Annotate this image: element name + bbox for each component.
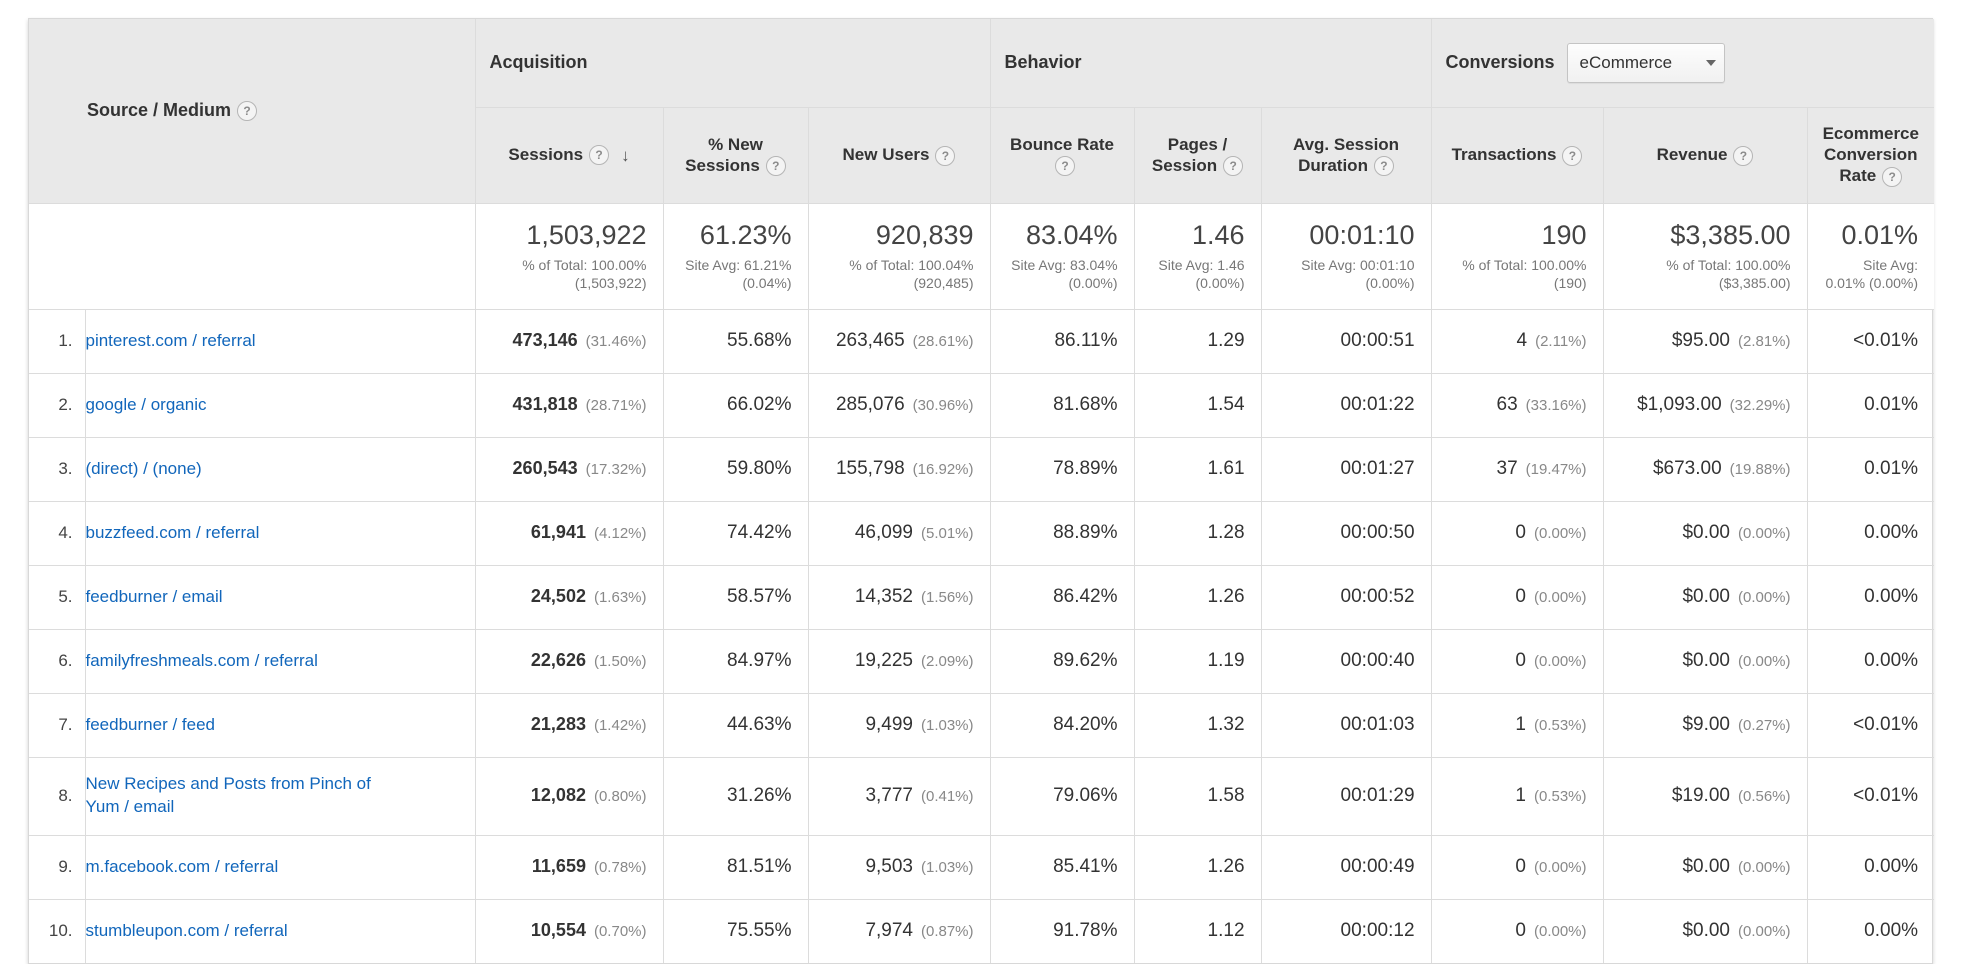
row-new-users bbox=[808, 899, 990, 963]
row-revenue bbox=[1603, 629, 1807, 693]
source-medium-link[interactable]: m.facebook.com / referral bbox=[85, 856, 279, 876]
help-icon[interactable]: ? bbox=[1374, 156, 1394, 176]
row-transactions bbox=[1431, 629, 1603, 693]
row-transactions bbox=[1431, 835, 1603, 899]
table-row bbox=[29, 373, 1934, 437]
row-pages-session: 1.29 bbox=[1134, 309, 1261, 373]
column-header-new-sessions[interactable] bbox=[663, 107, 808, 203]
acquisition-label: Acquisition bbox=[489, 52, 588, 73]
row-new-users bbox=[808, 693, 990, 757]
row-source-medium bbox=[85, 757, 475, 835]
summary-new-sessions-value: 61.23% bbox=[699, 220, 792, 251]
row-revenue-pct: (0.27%) bbox=[1737, 717, 1791, 734]
conversions-label: Conversions bbox=[1445, 52, 1555, 73]
row-transactions-pct: (19.47%) bbox=[1525, 461, 1587, 478]
column-header-new-users[interactable] bbox=[808, 107, 990, 203]
row-sessions-pct: (1.50%) bbox=[593, 653, 647, 670]
source-medium-link[interactable]: New Recipes and Posts from Pinch of Yum / email bbox=[85, 774, 371, 816]
row-new-users-value: 9,503 bbox=[865, 856, 913, 877]
row-source-medium bbox=[85, 693, 475, 757]
row-source-medium bbox=[85, 835, 475, 899]
row-revenue-value: $0.00 bbox=[1682, 522, 1730, 543]
row-source-medium bbox=[85, 437, 475, 501]
row-sessions-value: 22,626 bbox=[530, 650, 586, 670]
row-transactions-pct: (0.00%) bbox=[1533, 653, 1587, 670]
row-pages-session: 1.54 bbox=[1134, 373, 1261, 437]
row-ecommerce-conversion-rate: 0.00% bbox=[1807, 565, 1934, 629]
row-sessions-value: 473,146 bbox=[512, 330, 578, 350]
conversion-type-select[interactable] bbox=[1567, 43, 1725, 83]
row-revenue bbox=[1603, 835, 1807, 899]
source-medium-link[interactable]: buzzfeed.com / referral bbox=[85, 522, 260, 542]
summary-avg-session-duration-sub: Site Avg: 00:01:10 (0.00%) bbox=[1301, 257, 1415, 292]
row-transactions bbox=[1431, 899, 1603, 963]
row-new-users bbox=[808, 629, 990, 693]
row-transactions bbox=[1431, 437, 1603, 501]
row-new-sessions: 44.63% bbox=[663, 693, 808, 757]
row-revenue-pct: (0.00%) bbox=[1737, 923, 1791, 941]
summary-transactions bbox=[1431, 203, 1603, 309]
row-bounce-rate: 86.42% bbox=[990, 565, 1134, 629]
row-ecommerce-conversion-rate: 0.00% bbox=[1807, 501, 1934, 565]
row-avg-session-duration: 00:01:27 bbox=[1261, 437, 1431, 501]
source-medium-link[interactable]: stumbleupon.com / referral bbox=[85, 920, 288, 940]
row-index: 8. bbox=[29, 757, 85, 835]
row-transactions bbox=[1431, 309, 1603, 373]
row-new-sessions: 75.55% bbox=[663, 899, 808, 963]
summary-revenue bbox=[1603, 203, 1807, 309]
row-revenue-value: $0.00 bbox=[1682, 856, 1730, 877]
row-sessions bbox=[475, 835, 663, 899]
table-row bbox=[29, 835, 1934, 899]
row-new-users-value: 9,499 bbox=[865, 714, 913, 735]
row-transactions-value: 37 bbox=[1496, 458, 1518, 479]
row-sessions-value: 11,659 bbox=[531, 856, 586, 876]
row-transactions-value: 1 bbox=[1515, 714, 1526, 735]
help-icon[interactable]: ? bbox=[1882, 167, 1902, 187]
row-revenue-pct: (2.81%) bbox=[1737, 333, 1791, 350]
table-row bbox=[29, 309, 1934, 373]
row-pages-session: 1.61 bbox=[1134, 437, 1261, 501]
row-sessions-pct: (1.63%) bbox=[593, 589, 647, 606]
row-avg-session-duration: 00:00:12 bbox=[1261, 899, 1431, 963]
row-sessions-pct: (31.46%) bbox=[585, 333, 647, 350]
row-pages-session: 1.32 bbox=[1134, 693, 1261, 757]
conversion-type-value: eCommerce bbox=[1579, 52, 1673, 72]
row-ecommerce-conversion-rate: 0.01% bbox=[1807, 437, 1934, 501]
row-revenue-pct: (19.88%) bbox=[1729, 461, 1791, 478]
summary-ecommerce-conversion-rate-sub: Site Avg: 0.01% (0.00%) bbox=[1825, 257, 1919, 292]
pages-session-label: Pages / Session bbox=[1151, 134, 1228, 175]
row-revenue-value: $673.00 bbox=[1652, 458, 1722, 479]
row-pages-session: 1.12 bbox=[1134, 899, 1261, 963]
row-bounce-rate: 86.11% bbox=[990, 309, 1134, 373]
row-avg-session-duration: 00:01:03 bbox=[1261, 693, 1431, 757]
sessions-label: Sessions bbox=[508, 144, 584, 164]
row-transactions-value: 63 bbox=[1496, 394, 1518, 415]
row-new-users bbox=[808, 757, 990, 835]
summary-new-sessions bbox=[663, 203, 808, 309]
row-ecommerce-conversion-rate: 0.01% bbox=[1807, 373, 1934, 437]
row-bounce-rate: 79.06% bbox=[990, 757, 1134, 835]
row-new-sessions: 74.42% bbox=[663, 501, 808, 565]
row-revenue-pct: (32.29%) bbox=[1729, 397, 1791, 414]
row-new-users-value: 7,974 bbox=[865, 920, 913, 942]
row-index: 4. bbox=[29, 501, 85, 565]
row-index: 6. bbox=[29, 629, 85, 693]
row-transactions-value: 0 bbox=[1515, 920, 1526, 942]
summary-pages-session bbox=[1134, 203, 1261, 309]
help-icon[interactable]: ? bbox=[935, 146, 955, 166]
column-header-transactions[interactable] bbox=[1431, 107, 1603, 203]
row-bounce-rate: 84.20% bbox=[990, 693, 1134, 757]
row-new-sessions: 81.51% bbox=[663, 835, 808, 899]
row-new-users-value: 19,225 bbox=[854, 650, 913, 671]
row-sessions-pct: (0.78%) bbox=[593, 859, 647, 876]
source-medium-link[interactable]: (direct) / (none) bbox=[85, 458, 202, 478]
row-sessions-value: 10,554 bbox=[530, 920, 586, 941]
row-index: 2. bbox=[29, 373, 85, 437]
row-avg-session-duration: 00:00:49 bbox=[1261, 835, 1431, 899]
row-revenue-value: $9.00 bbox=[1682, 714, 1730, 735]
row-avg-session-duration: 00:00:40 bbox=[1261, 629, 1431, 693]
row-revenue bbox=[1603, 373, 1807, 437]
row-sessions bbox=[475, 501, 663, 565]
row-revenue-pct: (0.56%) bbox=[1737, 788, 1791, 805]
avg-session-duration-label: Avg. Session Duration bbox=[1292, 134, 1400, 175]
summary-pages-session-value: 1.46 bbox=[1191, 220, 1245, 251]
analytics-table-panel bbox=[28, 18, 1933, 964]
row-transactions bbox=[1431, 693, 1603, 757]
row-new-users bbox=[808, 373, 990, 437]
row-pages-session: 1.19 bbox=[1134, 629, 1261, 693]
row-sessions-value: 12,082 bbox=[530, 785, 586, 805]
column-header-revenue[interactable] bbox=[1603, 107, 1807, 203]
row-revenue bbox=[1603, 757, 1807, 835]
row-transactions-pct: (33.16%) bbox=[1525, 397, 1587, 414]
summary-new-users bbox=[808, 203, 990, 309]
row-revenue bbox=[1603, 565, 1807, 629]
row-sessions bbox=[475, 757, 663, 835]
help-icon[interactable]: ? bbox=[589, 145, 609, 165]
row-sessions-pct: (17.32%) bbox=[585, 461, 647, 478]
summary-pages-session-sub: Site Avg: 1.46 (0.00%) bbox=[1158, 257, 1245, 292]
row-revenue-value: $95.00 bbox=[1671, 330, 1730, 351]
summary-new-sessions-sub: Site Avg: 61.21% (0.04%) bbox=[685, 257, 792, 292]
row-sessions-value: 61,941 bbox=[530, 522, 586, 542]
row-transactions-value: 0 bbox=[1515, 856, 1526, 877]
column-header-sessions[interactable] bbox=[475, 107, 663, 203]
row-transactions-pct: (0.00%) bbox=[1533, 923, 1587, 941]
row-source-medium bbox=[85, 373, 475, 437]
row-new-users-pct: (5.01%) bbox=[920, 525, 974, 542]
transactions-label: Transactions bbox=[1451, 145, 1557, 165]
row-transactions bbox=[1431, 565, 1603, 629]
row-revenue-value: $19.00 bbox=[1671, 785, 1730, 806]
summary-ecommerce-conversion-rate bbox=[1807, 203, 1934, 309]
table-row bbox=[29, 501, 1934, 565]
row-new-users-value: 3,777 bbox=[865, 785, 913, 806]
row-ecommerce-conversion-rate: <0.01% bbox=[1807, 693, 1934, 757]
row-sessions-pct: (4.12%) bbox=[593, 525, 647, 542]
row-new-users bbox=[808, 501, 990, 565]
row-index: 3. bbox=[29, 437, 85, 501]
chevron-down-icon bbox=[1706, 60, 1716, 66]
row-transactions-pct: (0.53%) bbox=[1533, 788, 1587, 805]
row-new-users-pct: (16.92%) bbox=[912, 461, 974, 478]
source-medium-link[interactable]: familyfreshmeals.com / referral bbox=[85, 650, 318, 670]
acquisition-overview-table bbox=[29, 19, 1934, 963]
table-row bbox=[29, 437, 1934, 501]
help-icon[interactable]: ? bbox=[1733, 146, 1753, 166]
row-avg-session-duration: 00:00:52 bbox=[1261, 565, 1431, 629]
source-medium-link[interactable]: feedburner / email bbox=[85, 586, 223, 606]
row-new-users bbox=[808, 437, 990, 501]
summary-sessions bbox=[475, 203, 663, 309]
row-pages-session: 1.26 bbox=[1134, 565, 1261, 629]
row-new-users-pct: (1.03%) bbox=[920, 859, 974, 876]
row-new-users bbox=[808, 565, 990, 629]
row-transactions-value: 0 bbox=[1515, 586, 1526, 607]
ecommerce-conversion-rate-label: Ecommerce Conversion Rate bbox=[1822, 123, 1919, 186]
row-transactions bbox=[1431, 757, 1603, 835]
column-header-source-medium[interactable] bbox=[29, 19, 475, 203]
column-header-avg-session-duration[interactable] bbox=[1261, 107, 1431, 203]
summary-bounce-rate bbox=[990, 203, 1134, 309]
row-sessions bbox=[475, 373, 663, 437]
row-pages-session: 1.26 bbox=[1134, 835, 1261, 899]
row-bounce-rate: 78.89% bbox=[990, 437, 1134, 501]
row-transactions bbox=[1431, 373, 1603, 437]
row-new-sessions: 59.80% bbox=[663, 437, 808, 501]
row-revenue-pct: (0.00%) bbox=[1737, 589, 1791, 606]
row-revenue-value: $0.00 bbox=[1682, 586, 1730, 607]
row-source-medium bbox=[85, 501, 475, 565]
row-sessions-value: 260,543 bbox=[512, 458, 578, 478]
row-revenue-pct: (0.00%) bbox=[1737, 859, 1791, 876]
row-index: 1. bbox=[29, 309, 85, 373]
help-icon[interactable]: ? bbox=[766, 156, 786, 176]
help-icon[interactable]: ? bbox=[1562, 146, 1582, 166]
row-sessions-pct: (0.70%) bbox=[593, 923, 647, 941]
row-source-medium bbox=[85, 309, 475, 373]
summary-sessions-value: 1,503,922 bbox=[526, 220, 647, 251]
row-avg-session-duration: 00:01:22 bbox=[1261, 373, 1431, 437]
row-index: 7. bbox=[29, 693, 85, 757]
revenue-label: Revenue bbox=[1656, 145, 1728, 165]
row-sessions-pct: (1.42%) bbox=[593, 717, 647, 734]
row-sessions-value: 431,818 bbox=[512, 394, 578, 414]
row-pages-session: 1.58 bbox=[1134, 757, 1261, 835]
row-transactions-pct: (0.00%) bbox=[1533, 859, 1587, 876]
summary-ecommerce-conversion-rate-value: 0.01% bbox=[1841, 220, 1919, 251]
row-revenue bbox=[1603, 437, 1807, 501]
row-avg-session-duration: 00:01:29 bbox=[1261, 757, 1431, 835]
row-avg-session-duration: 00:00:50 bbox=[1261, 501, 1431, 565]
row-transactions-value: 4 bbox=[1516, 330, 1528, 351]
row-new-users bbox=[808, 835, 990, 899]
row-new-sessions: 31.26% bbox=[663, 757, 808, 835]
sort-descending-icon[interactable]: ↓ bbox=[621, 145, 630, 165]
row-new-users-value: 263,465 bbox=[835, 330, 905, 351]
behavior-label: Behavior bbox=[1004, 52, 1082, 73]
row-new-users-value: 155,798 bbox=[835, 458, 905, 479]
row-revenue-value: $0.00 bbox=[1682, 650, 1730, 671]
row-new-users bbox=[808, 309, 990, 373]
source-medium-link[interactable]: pinterest.com / referral bbox=[85, 330, 256, 350]
row-new-sessions: 84.97% bbox=[663, 629, 808, 693]
row-avg-session-duration: 00:00:51 bbox=[1261, 309, 1431, 373]
row-sessions-value: 24,502 bbox=[530, 586, 586, 606]
row-sessions bbox=[475, 309, 663, 373]
summary-avg-session-duration-value: 00:01:10 bbox=[1309, 220, 1415, 251]
row-sessions-pct: (28.71%) bbox=[585, 397, 647, 414]
row-new-sessions: 55.68% bbox=[663, 309, 808, 373]
row-pages-session: 1.28 bbox=[1134, 501, 1261, 565]
group-header-conversions bbox=[1431, 19, 1934, 107]
new-sessions-label: % New Sessions bbox=[685, 134, 763, 175]
row-new-users-pct: (0.41%) bbox=[920, 788, 974, 805]
row-transactions-pct: (0.53%) bbox=[1533, 717, 1587, 734]
row-transactions-pct: (0.00%) bbox=[1533, 589, 1587, 606]
help-icon[interactable]: ? bbox=[1223, 156, 1243, 176]
row-sessions bbox=[475, 565, 663, 629]
row-index: 9. bbox=[29, 835, 85, 899]
row-index: 5. bbox=[29, 565, 85, 629]
row-new-users-value: 14,352 bbox=[854, 586, 913, 607]
row-new-users-pct: (0.87%) bbox=[920, 923, 974, 941]
row-transactions-value: 1 bbox=[1515, 785, 1526, 806]
table-row bbox=[29, 629, 1934, 693]
summary-new-users-sub: % of Total: 100.04% (920,485) bbox=[849, 257, 974, 292]
row-sessions bbox=[475, 899, 663, 963]
row-new-users-value: 285,076 bbox=[835, 394, 905, 415]
summary-row bbox=[29, 203, 1934, 309]
row-revenue-value: $0.00 bbox=[1682, 920, 1730, 942]
help-icon[interactable]: ? bbox=[1055, 156, 1075, 176]
row-revenue bbox=[1603, 309, 1807, 373]
row-source-medium bbox=[85, 629, 475, 693]
row-revenue-value: $1,093.00 bbox=[1637, 394, 1722, 415]
row-index: 10. bbox=[29, 899, 85, 963]
row-new-users-pct: (28.61%) bbox=[912, 333, 974, 350]
table-row bbox=[29, 757, 1934, 835]
row-source-medium bbox=[85, 899, 475, 963]
row-ecommerce-conversion-rate: 0.00% bbox=[1807, 629, 1934, 693]
row-source-medium bbox=[85, 565, 475, 629]
row-bounce-rate: 85.41% bbox=[990, 835, 1134, 899]
row-bounce-rate: 81.68% bbox=[990, 373, 1134, 437]
source-medium-link[interactable]: google / organic bbox=[85, 394, 207, 414]
row-new-sessions: 66.02% bbox=[663, 373, 808, 437]
row-revenue-pct: (0.00%) bbox=[1737, 525, 1791, 542]
source-medium-link[interactable]: feedburner / feed bbox=[85, 714, 215, 734]
row-transactions-value: 0 bbox=[1515, 650, 1526, 671]
row-new-users-value: 46,099 bbox=[854, 522, 913, 543]
summary-transactions-value: 190 bbox=[1541, 220, 1587, 251]
summary-bounce-rate-sub: Site Avg: 83.04% (0.00%) bbox=[1011, 257, 1118, 292]
table-row bbox=[29, 693, 1934, 757]
row-sessions-pct: (0.80%) bbox=[593, 788, 647, 805]
summary-sessions-sub: % of Total: 100.00% (1,503,922) bbox=[522, 257, 647, 292]
row-new-users-pct: (30.96%) bbox=[912, 397, 974, 414]
row-bounce-rate: 89.62% bbox=[990, 629, 1134, 693]
summary-revenue-value: $3,385.00 bbox=[1670, 220, 1791, 251]
row-revenue bbox=[1603, 693, 1807, 757]
group-header-behavior bbox=[990, 19, 1431, 107]
row-new-users-pct: (1.56%) bbox=[920, 589, 974, 606]
row-revenue-pct: (0.00%) bbox=[1737, 653, 1791, 670]
row-transactions-pct: (2.11%) bbox=[1535, 333, 1587, 350]
table-row bbox=[29, 565, 1934, 629]
column-header-bounce-rate[interactable] bbox=[990, 107, 1134, 203]
row-sessions bbox=[475, 629, 663, 693]
row-ecommerce-conversion-rate: 0.00% bbox=[1807, 835, 1934, 899]
row-revenue bbox=[1603, 501, 1807, 565]
new-users-label: New Users bbox=[842, 145, 930, 165]
row-revenue bbox=[1603, 899, 1807, 963]
row-ecommerce-conversion-rate: <0.01% bbox=[1807, 309, 1934, 373]
row-new-users-pct: (1.03%) bbox=[920, 717, 974, 734]
row-new-users-pct: (2.09%) bbox=[920, 653, 974, 670]
row-ecommerce-conversion-rate: <0.01% bbox=[1807, 757, 1934, 835]
help-icon[interactable]: ? bbox=[237, 101, 257, 121]
row-transactions bbox=[1431, 501, 1603, 565]
row-bounce-rate: 88.89% bbox=[990, 501, 1134, 565]
row-transactions-pct: (0.00%) bbox=[1533, 525, 1587, 542]
column-header-pages-session[interactable] bbox=[1134, 107, 1261, 203]
row-transactions-value: 0 bbox=[1515, 522, 1526, 543]
bounce-rate-label: Bounce Rate bbox=[1010, 134, 1114, 154]
row-sessions-value: 21,283 bbox=[530, 714, 586, 734]
summary-transactions-sub: % of Total: 100.00% (190) bbox=[1462, 257, 1587, 292]
row-bounce-rate: 91.78% bbox=[990, 899, 1134, 963]
row-ecommerce-conversion-rate: 0.00% bbox=[1864, 920, 1919, 942]
row-new-sessions: 58.57% bbox=[663, 565, 808, 629]
summary-new-users-value: 920,839 bbox=[875, 220, 974, 251]
row-sessions bbox=[475, 693, 663, 757]
summary-blank-cell bbox=[29, 203, 475, 309]
summary-avg-session-duration bbox=[1261, 203, 1431, 309]
source-medium-label: Source / Medium bbox=[87, 100, 232, 121]
column-header-ecommerce-conversion-rate[interactable] bbox=[1807, 107, 1934, 203]
row-sessions bbox=[475, 437, 663, 501]
summary-revenue-sub: % of Total: 100.00% ($3,385.00) bbox=[1666, 257, 1791, 292]
table-row bbox=[29, 899, 1934, 963]
summary-bounce-rate-value: 83.04% bbox=[1025, 220, 1118, 251]
group-header-acquisition bbox=[475, 19, 990, 107]
header-group-row bbox=[29, 19, 1934, 107]
